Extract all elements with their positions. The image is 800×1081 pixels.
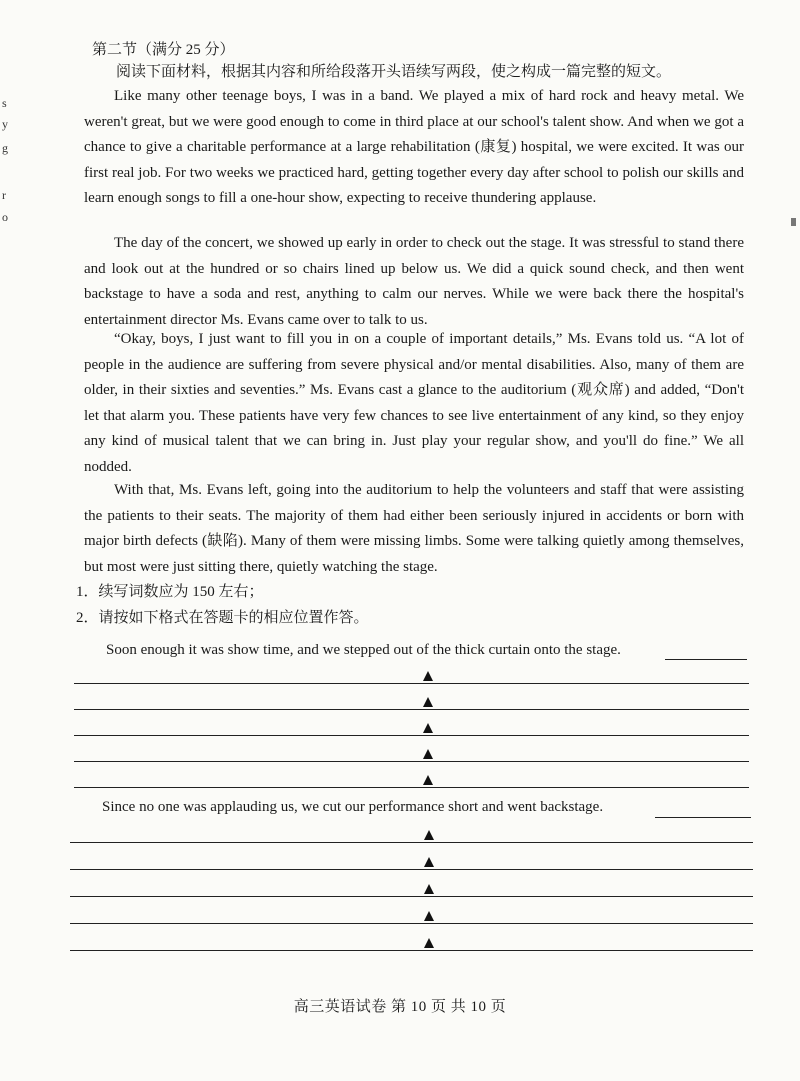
opener-2-answer-blank[interactable]	[655, 817, 751, 818]
answer-line[interactable]	[70, 950, 753, 951]
scan-mark	[791, 218, 796, 226]
answer-line[interactable]	[74, 709, 749, 710]
answer-line[interactable]	[74, 735, 749, 736]
passage-paragraph: The day of the concert, we showed up early in order to check out the stage. It was stressful to stand there and look out at the hundred or so chairs lined up below us. We did a quick sound check, and then went backstage to have a soda and rest, anything to calm our nerves. While we were back there the hospital's entertainment director Ms. Evans came over to talk to us.	[84, 235, 744, 328]
triangle-marker-icon	[424, 830, 434, 840]
answer-line[interactable]	[74, 683, 749, 684]
answer-line[interactable]	[70, 923, 753, 924]
answer-line[interactable]	[70, 869, 753, 870]
triangle-marker-icon	[424, 857, 434, 867]
opener-1-answer-blank[interactable]	[665, 659, 747, 660]
triangle-marker-icon	[423, 775, 433, 785]
triangle-marker-icon	[424, 938, 434, 948]
triangle-marker-icon	[423, 723, 433, 733]
requirement-format: 2．请按如下格式在答题卡的相应位置作答。	[76, 610, 369, 626]
edge-fragment: s	[2, 96, 7, 110]
requirement-word-count: 1．续写词数应为 150 左右；	[76, 584, 264, 600]
passage-paragraph: “Okay, boys, I just want to fill you in on a couple of important details,” Ms. Evans told us. “A lot of people in the audience are suffering from severe physical and/or mental disabilities. Also, many of them are older, in their sixties and seventies.” Ms. Evans cast a glance to the auditorium (观众席) and added, “Don't let that alarm you. These patients have very few chances to see live entertainment of any kind, so they enjoy any kind of musical talent that we can bring in. Just play your regular show, and you'll do fine.” We all nodded.	[84, 331, 744, 475]
answer-line[interactable]	[70, 842, 753, 843]
answer-line[interactable]	[70, 896, 753, 897]
edge-fragment: y	[2, 117, 8, 131]
answer-line[interactable]	[74, 787, 749, 788]
edge-fragment: o	[2, 210, 8, 224]
triangle-marker-icon	[423, 749, 433, 759]
edge-fragment: r	[2, 188, 6, 202]
triangle-marker-icon	[423, 671, 433, 681]
page-footer: 高三英语试卷 第 10 页 共 10 页	[293, 999, 507, 1015]
instruction-text: 阅读下面材料，根据其内容和所给段落开头语续写两段，使之构成一篇完整的短文。	[116, 64, 672, 80]
triangle-marker-icon	[423, 697, 433, 707]
triangle-marker-icon	[424, 911, 434, 921]
passage-paragraph: With that, Ms. Evans left, going into the auditorium to help the volunteers and staff that were assisting the patients to their seats. The majority of them had either been seriously injured in accidents or born with major birth defects (缺陷). Many of them were missing limbs. Some were talking quietly among themselves, but most were just sitting there, quietly watching the stage.	[84, 482, 744, 575]
paragraph-opener-1: Soon enough it was show time, and we stepped out of the thick curtain onto the stage.	[106, 642, 621, 658]
section-title: 第二节（满分 25 分）	[92, 42, 235, 58]
paragraph-opener-2: Since no one was applauding us, we cut our performance short and went backstage.	[102, 799, 604, 815]
passage-paragraph: Like many other teenage boys, I was in a band. We played a mix of hard rock and heavy metal. We weren't great, but we were good enough to come in third place at our school's talent show. And when we got a chance to give a charitable performance at a large rehabilitation (康复) hospital, we were excited. It was our first real job. For two weeks we practiced hard, getting together every day after school to polish our skills and learn enough songs to fill a one-hour show, expecting to receive thundering applause.	[84, 88, 744, 206]
triangle-marker-icon	[424, 884, 434, 894]
answer-line[interactable]	[74, 761, 749, 762]
edge-fragment: g	[2, 141, 8, 155]
